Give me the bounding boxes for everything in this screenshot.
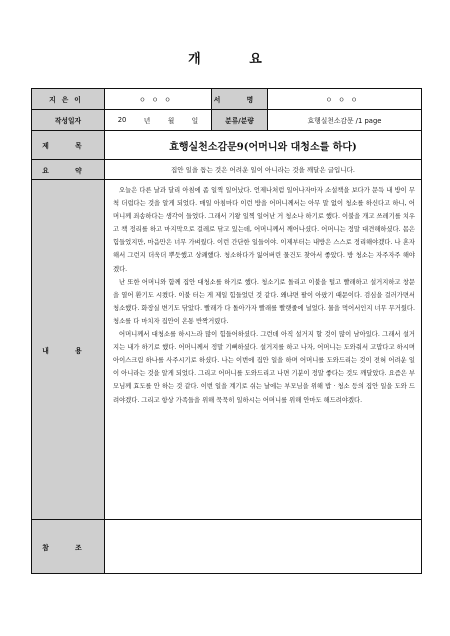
category-label: 분류/분량: [212, 110, 268, 131]
content-label: 내 용: [32, 180, 105, 520]
content-body[interactable]: [105, 180, 422, 520]
date-label: 작성일자: [32, 110, 105, 131]
signature-label: 서 명: [212, 89, 268, 110]
essay-form: [31, 88, 422, 574]
date-year: 20: [117, 116, 127, 124]
essay-title[interactable]: 효행실천소감문9(어머니와 대청소를 하다): [105, 131, 422, 160]
content-paragraph: 난 또한 어머니와 함께 집안 대청소를 하기로 했다. 청소기로 돌리고 이불을 털고 빨래하고 설거지하고 창문을 열어 환기도 시켰다. 이불 터는 게 제일 힘들었던 것 같다. 왜냐면 팔이 아팠기 때문이다. 검심을 걸러가면서 청소했다. 화장실 변기도 닦았다. 빨래가 다 돌아가자 빨래를 빨랫줄에 널었다. 물을 먹어서인지 너무 무거웠다. 청소를 다 마치자 집안이 온통 반짝거렸다.: [113, 278, 415, 325]
summary-label: 요 약: [32, 160, 105, 180]
page-title: 개 요: [188, 52, 284, 67]
signature-value[interactable]: ㅇㅇㅇ: [268, 89, 422, 110]
content-paragraph: 어머니께서 대청소를 하시느라 많이 힘들어하셨다. 그런데 아직 설거지 할 것이 많이 남아있다. 그래서 설거지는 내가 하기로 했다. 어머니께서 정말 기뻐하셨다. 설거지를 하고 나자, 어머니는 도와줘서 고맙다고 하시며 아이스크림 하나를 사주시기로 하셨다. 나는 이번에 집안 일을 하며 어머니를 도와드리는 것이 전혀 어려운 일이 아니라는 것을 알게 되었다. 그리고 어머니를 도와드리고 나면 기분이 정말 좋다는 것도 깨달았다. 요즘은 부모님께 효도를 안 하는 것 같다. 이번 일을 계기로 쉬는 날에는 부모님을 위해 밥 · 청소 등의 집안 일을 도와 드려야겠다. 그리고 항상 가족들을 위해 묵묵히 일하시는 어머니를 위해 안마도 해드려야겠다.: [113, 331, 415, 404]
date-day-unit: 일: [191, 117, 199, 125]
author-value[interactable]: ㅇㅇㅇ: [105, 89, 212, 110]
reference-value[interactable]: [105, 520, 422, 574]
date-month-unit: 월: [167, 117, 175, 125]
date-year-unit: 년: [143, 117, 151, 125]
date-value[interactable]: [105, 110, 212, 131]
reference-label: 참 조: [32, 520, 105, 574]
summary-value[interactable]: 집안 일을 돕는 것은 어려운 일이 아니라는 것을 깨달은 글입니다.: [105, 160, 422, 180]
author-label: 지은이: [32, 89, 105, 110]
title-label: 제 목: [32, 131, 105, 160]
content-paragraph: 오늘은 다른 날과 달리 아침에 좀 일찍 일어났다. 언제나처럼 일어나자마자 소설책을 보다가 문득 내 방이 무척 더럽다는 것을 알게 되었다. 매일 아침마다 이런 방을 어머니께서는 아무 말 없이 청소를 하신다고 하니, 어머니께 죄송하다는 생각이 들었다. 그래서 기왕 일찍 일어난 거 청소나 하기로 했다. 이불을 개고 쓰레기를 치우고 책 정리를 하고 마지막으로 걸레로 닦고 있는데, 어머니께서 깨어나셨다. 어머니는 정말 대견해하셨다. 몸은 힘들었지만, 마음만은 너무 가벼웠다. 이런 간단한 일들이야. 이제부터는 내방은 스스로 정리해야겠다. 나 혼자해서 그런지 더욱더 뿌듯했고 상쾌했다. 청소하다가 잃어버린 물건도 찾아서 좋았다. 방 청소는 자주자주 해야겠다.: [113, 187, 415, 273]
category-value[interactable]: 효행실천소감문 /1 page: [268, 110, 422, 131]
